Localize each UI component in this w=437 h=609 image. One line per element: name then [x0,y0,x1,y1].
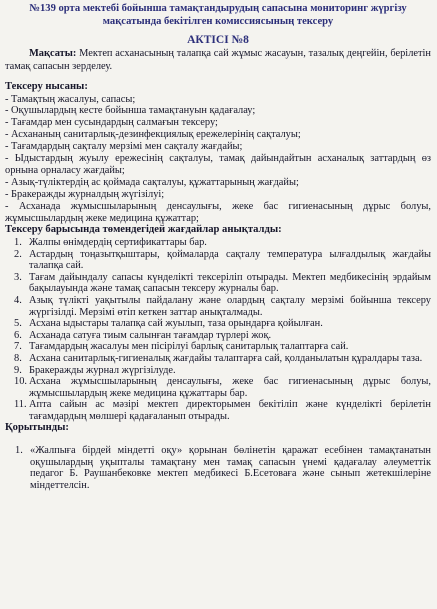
list-item [14,399,431,422]
list-item: - Азық-түліктердің ас қоймада сақталуы, құжаттарының жағдайы; [5,176,299,188]
conclusions-heading: Қорытынды: [5,422,69,434]
purpose-paragraph [5,48,431,73]
list-item: - Тағамдардың сақталу мерзімі мен сақталу жағдайы; [5,141,243,153]
list-item [14,295,431,318]
item-text: «Жалпыға бірдей міндетті оқу» қорынан бөлінетін қаражат есебінен тамақтанатын оқушылардың уқыпталы тамақтану мен тамақ сапасын үнемі қадағалау әлеуметтік педагог Б. Раушанбековке мектеп медбикесі Б.Есетоваға және сынып жетекшілеріне міндеттелсін. [30,444,431,491]
item-number: 6. [14,329,22,341]
list-item: - Оқушылардың кесте бойынша тамақтануын қадағалау; [5,105,256,117]
list-item [14,353,431,365]
item-number: 1. [14,236,22,248]
check-objects-list [5,94,431,225]
item-number: 4. [14,294,22,306]
purpose-label: Мақсаты: [29,48,77,59]
item-number: 1. [15,444,23,456]
item-number: 8. [14,352,22,364]
header-line-2: мақсатында бекітілген комиссиясының тексеру [102,15,334,27]
list-item [14,249,431,272]
check-objects-heading: Тексеру нысаны: [5,81,88,92]
item-number: 9. [14,364,22,376]
list-item [14,237,431,249]
item-number: 11. [14,399,27,411]
item-text: Бракеражды журнал жүргізілуде. [29,364,176,376]
item-number: 3. [14,271,22,283]
item-text: Асхана ыдыстары талапқа сай жуылып, таза орындарға қойылған. [29,318,323,330]
list-item [14,341,431,353]
list-item: - Ыдыстардың жуылу ережесінің сақталуы, тамақ дайындайтын асханалық заттардың өз орнына орналасу жағдайы; [5,153,431,176]
list-item [14,365,431,377]
document-header [13,0,423,28]
item-number: 7. [14,341,22,353]
list-item: - Бракеражды журналдың жүгізілуі; [5,188,165,200]
list-item [14,376,431,399]
list-item [14,330,431,342]
item-number: 2. [14,248,22,260]
item-text: Апта сайын ас мәзірі мектеп директорымен бекітіліп және күнделікті берілетін тағамдардың мөлшері қадағаланып отырады. [29,399,431,422]
purpose-text: Мектеп асханасының талапқа сай жұмыс жасауын, тазалық деңгейін, берілетін тамақ сапасын зерделеу. [5,48,431,72]
list-item: - Асханада жұмысшыларының денсаулығы, жеке бас гигиенасының дұрыс болуы, жұмысшылардың жеке медицина құжаттар; [5,200,431,224]
list-item [15,445,431,491]
item-text: Жалпы өнімдердің сертификаттары бар. [29,236,207,248]
item-text: Тағамдардың жасалуы мен пісірілуі барлық санитарлық талаптарға сай. [29,341,349,353]
item-number: 5. [14,318,22,330]
item-text: Тағам дайындалу сапасы күнделікті тексеріліп отырады. Мектеп медбикесінің эрдайым бақылауында және тамақ сапасын тексеру журналы бар. [29,271,431,295]
list-item: - Асхананың санитарлық-дезинфекциялық ережелерінің сақталуы; [5,129,301,141]
item-text: Асхана санитарлық-гигиеналық жағдайы талаптарға сай, қолданылатын құралдары таза. [29,352,423,364]
item-text: Асхана жұмысшыларының денсаулығы, жеке бас гигиенасының дұрыс болуы, жұмысшылардың жеке медицина құжаттары бар. [29,376,431,399]
act-title: АКТІСІ №8 [187,34,249,46]
item-number: 10. [14,376,27,388]
header-line-1: №139 орта мектебі бойынша тамақтандырудың сапасына мониторинг жүргізу [29,3,407,14]
findings-list [5,237,431,423]
list-item [14,272,431,295]
list-item: - Тамақтың жасалуы, сапасы; [5,93,136,105]
item-text: Азық түлікті уақытылы пайдалану және олардың сақталу мерзімі бойынша тексеру жүргізілді. Мерзімі өтіп кеткен заттар анықталмады. [29,294,431,318]
list-item: - Тағамдар мен сусындардың салмағын тексеру; [5,117,218,129]
findings-heading: Тексеру барысында төмендегідей жағдайлар анықталды: [5,224,282,236]
list-item [14,318,431,330]
conclusions-list [5,445,431,491]
item-text: Астардың тоңазытқыштары, қоймаларда сақталу температура ылғалдылық жағдайы талапқа сай. [29,248,431,272]
item-text: Асханада сатуға тиым салынған тағамдар түрлері жоқ. [29,329,272,341]
